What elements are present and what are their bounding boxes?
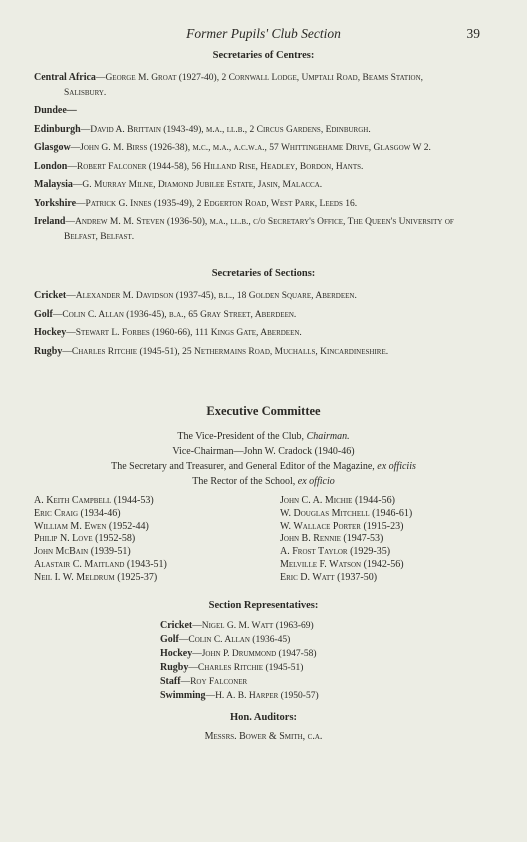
centre-entry	[0, 71, 457, 100]
executive-line-italic: ex officio	[297, 476, 335, 487]
committee-member: William M. Ewen (1952-44)	[34, 520, 149, 532]
committee-member: Eric D. Watt (1937-50)	[280, 571, 378, 583]
executive-left-column	[34, 495, 280, 585]
centre-text: —G. Murray Milne, Diamond Jubilee Estate, Jasin, Malacca.	[72, 180, 323, 190]
committee-member: Philip N. Love (1952-58)	[34, 533, 136, 545]
section-text: —Stewart L. Forbes (1960-66), 111 Kings Gate, Aberdeen.	[66, 328, 302, 338]
committee-member: Melville F. Watson (1942-56)	[280, 558, 404, 570]
representative-entry	[160, 661, 527, 675]
representative-label: Hockey	[160, 648, 193, 659]
centre-label: Glasgow	[34, 142, 71, 153]
committee-member: Eric Craig (1934-46)	[34, 507, 121, 519]
representative-label: Swimming	[160, 690, 206, 701]
section-label: Golf	[34, 308, 53, 320]
page-number: 39	[466, 26, 480, 41]
centre-entry	[0, 141, 457, 156]
representative-entry	[160, 689, 527, 703]
centre-text: —Patrick G. Innes (1935-49), 2 Edgerton Road, West Park, Leeds 16.	[76, 198, 358, 209]
section-entry	[0, 345, 457, 360]
committee-member: John B. Rennie (1947-53)	[280, 533, 384, 545]
representatives-heading: Section Representatives:	[208, 600, 319, 611]
representative-text: —Colin C. Allan (1936-45)	[178, 635, 291, 645]
centre-label: Dundee—	[34, 105, 77, 116]
representative-text: —Charles Ritchie (1945-51)	[188, 663, 304, 673]
executive-intro	[0, 429, 527, 489]
executive-line	[0, 459, 527, 474]
running-title: Former Pupils' Club Section	[186, 26, 341, 41]
representative-text: —John P. Drummond (1947-58)	[192, 649, 317, 659]
representative-label: Staff	[160, 676, 181, 687]
executive-block	[0, 404, 527, 585]
representatives-block	[0, 600, 527, 703]
sections-list	[0, 289, 527, 359]
centre-text: —George M. Groat (1927-40), 2 Cornwall Lodge, Umptali Road, Beams Station, Salisbury.	[64, 73, 424, 98]
section-entry	[0, 289, 457, 304]
representative-text: —Roy Falconer	[180, 677, 248, 687]
section-text: —Alexander M. Davidson (1937-45), b.l., 18 Golden Square, Aberdeen.	[66, 291, 357, 301]
committee-member: John C. A. Michie (1944-56)	[280, 495, 395, 506]
centre-label: London	[34, 160, 68, 172]
executive-line	[0, 444, 527, 459]
section-text: —Charles Ritchie (1945-51), 25 Nethermains Road, Muchalls, Kincardineshire.	[62, 346, 389, 357]
centre-entry	[0, 104, 457, 119]
committee-member: John McBain (1939-51)	[34, 546, 131, 558]
section-entry	[0, 326, 457, 341]
committee-member: Neil I. W. Meldrum (1925-37)	[34, 571, 158, 583]
representative-entry	[160, 619, 527, 633]
section-label: Hockey	[34, 327, 67, 338]
representative-entry	[160, 647, 527, 661]
centre-entry	[0, 178, 457, 193]
centre-label: Malaysia	[34, 179, 73, 190]
committee-member: A. Frost Taylor (1929-35)	[280, 546, 391, 558]
centres-block	[0, 50, 527, 248]
representative-label: Rugby	[160, 662, 189, 673]
centre-label: Ireland	[34, 216, 66, 227]
executive-line-italic: ex officiis	[377, 461, 416, 472]
auditors-heading: Hon. Auditors:	[229, 712, 298, 723]
sections-heading: Secretaries of Sections:	[211, 268, 316, 279]
executive-columns	[34, 495, 527, 585]
executive-line	[0, 429, 527, 444]
executive-line	[0, 474, 527, 489]
centre-entry	[0, 197, 457, 212]
centre-entry	[0, 160, 457, 175]
committee-member: W. Douglas Mitchell (1946-61)	[280, 507, 413, 519]
representative-text: —Nigel G. M. Watt (1963-69)	[192, 621, 314, 631]
centre-text: —David A. Brittain (1943-49), m.a., ll.b., 2 Circus Gardens, Edinburgh.	[80, 124, 371, 135]
representative-label: Cricket	[160, 620, 193, 631]
page-header	[0, 22, 527, 44]
representative-text: —H. A. B. Harper (1950-57)	[205, 691, 319, 701]
centre-text: —Robert Falconer (1944-58), 56 Hilland Rise, Headley, Bordon, Hants.	[67, 161, 364, 172]
centre-label: Central Africa	[34, 72, 96, 83]
auditors-block	[0, 712, 527, 744]
centre-entry	[0, 123, 457, 138]
executive-line-text: The Secretary and Treasurer, and General Editor of the Magazine,	[111, 461, 378, 472]
executive-line-text: The Vice-President of the Club,	[177, 431, 307, 442]
centre-text: —John G. M. Birss (1926-38), m.c., m.a., a.c.w.a., 57 Whittingehame Drive, Glasgow W 2.	[70, 143, 431, 153]
executive-right-column	[280, 495, 526, 585]
centres-heading: Secretaries of Centres:	[212, 50, 315, 61]
centre-entry	[0, 215, 457, 244]
committee-member: A. Keith Campbell (1944-53)	[34, 495, 154, 506]
representatives-list	[160, 619, 527, 703]
centre-text: —Andrew M. M. Steven (1936-50), m.a., ll.b., c/o Secretary's Office, The Queen's University of Belfast, Belfast.	[64, 217, 454, 242]
executive-heading: Executive Committee	[206, 404, 321, 418]
centres-list	[0, 71, 527, 244]
committee-member: W. Wallace Porter (1915-23)	[280, 520, 404, 532]
representative-label: Golf	[160, 634, 179, 645]
sections-block	[0, 268, 527, 363]
executive-line-text: The Rector of the School,	[192, 476, 298, 487]
centre-label: Edinburgh	[34, 123, 81, 135]
executive-line-italic: Chairman.	[306, 431, 350, 442]
section-text: —Colin C. Allan (1936-45), b.a., 65 Gray Street, Aberdeen.	[52, 309, 297, 320]
representative-entry	[160, 675, 527, 689]
representative-entry	[160, 633, 527, 647]
section-label: Rugby	[34, 345, 63, 357]
section-label: Cricket	[34, 290, 67, 301]
committee-member: Alastair C. Maitland (1943-51)	[34, 558, 167, 570]
centre-label: Yorkshire	[34, 197, 77, 209]
section-entry	[0, 308, 457, 323]
auditors-text: Messrs. Bower & Smith, c.a.	[204, 731, 323, 742]
executive-line-text: Vice-Chairman—John W. Cradock (1940-46)	[172, 446, 355, 457]
